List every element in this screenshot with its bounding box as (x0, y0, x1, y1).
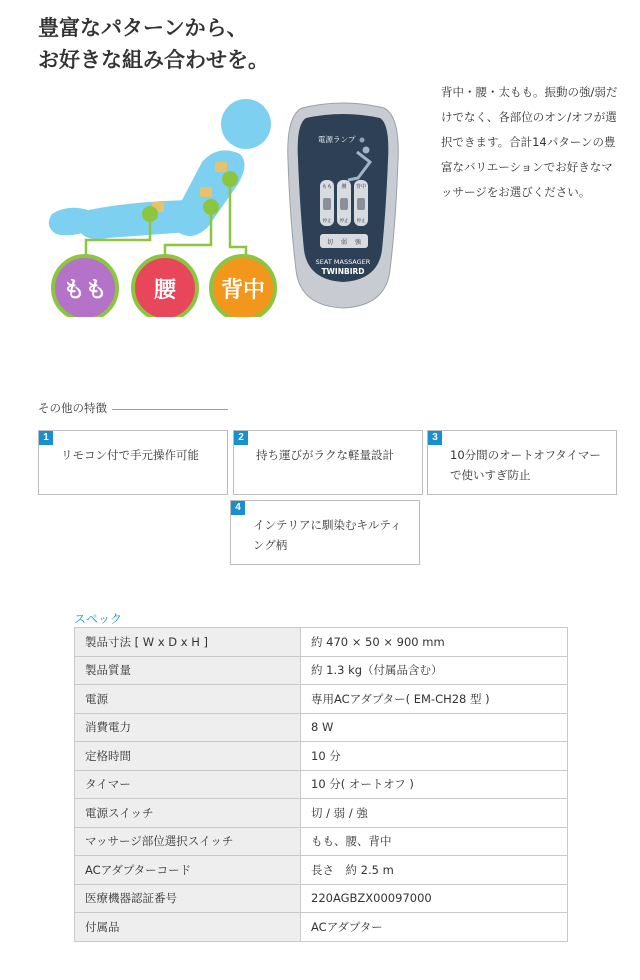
headline-line-2: お好きな組み合わせを。 (38, 47, 269, 72)
spec-value: 専用ACアダプター( EM-CH28 型 ) (301, 685, 568, 714)
remote-power-high: 強 (354, 239, 362, 246)
spec-value: 220AGBZX00097000 (301, 884, 568, 913)
spec-value: 長さ 約 2.5 m (301, 856, 568, 885)
spec-value: 10 分( オートオフ ) (301, 770, 568, 799)
headline-line-1: 豊富なパターンから、 (38, 15, 248, 40)
feature-text: リモコン付で手元操作可能 (61, 448, 199, 462)
head-shape (221, 99, 271, 149)
spec-key: 付属品 (75, 913, 301, 942)
spec-table (74, 627, 568, 942)
spec-value: もも、腰、背中 (301, 827, 568, 856)
spec-key: 製品寸法 [ W x D x H ] (75, 628, 301, 657)
table-row (75, 713, 568, 742)
description-text: 背中・腰・太もも。振動の強/弱だけでなく、各部位のオン/オフが選択できます。合計14パターンの豊富なバリエーションでお好きなマッサージをお選びください。 (441, 85, 618, 199)
remote-power-off: 切 (326, 239, 334, 246)
remote-btn-koshi: 腰 (341, 184, 347, 190)
table-row (75, 799, 568, 828)
spec-key: ACアダプターコード (75, 856, 301, 885)
feature-number: 4 (231, 501, 245, 515)
features-title: その他の特徴 (38, 401, 107, 415)
feature-text: インテリアに馴染むキルティング柄 (253, 518, 402, 552)
feature-card-4 (230, 500, 420, 565)
spec-key: マッサージ部位選択スイッチ (75, 827, 301, 856)
zone-label-koshi: 腰 (153, 278, 177, 303)
table-row (75, 685, 568, 714)
spec-key: 電源 (75, 685, 301, 714)
feature-text: 持ち運びがラクな軽量設計 (256, 448, 394, 462)
massage-zone-illustration (40, 92, 280, 317)
table-row (75, 856, 568, 885)
spec-key: 製品質量 (75, 656, 301, 685)
features-title-divider (112, 409, 228, 410)
table-row (75, 884, 568, 913)
zone-label-senaka: 背中 (220, 278, 266, 303)
feature-number: 1 (39, 431, 53, 445)
remote-btn-momo: もも (321, 184, 333, 190)
spec-key: 消費電力 (75, 713, 301, 742)
spec-value: ACアダプター (301, 913, 568, 942)
feature-text: 10分間のオートオフタイマーで使いすぎ防止 (450, 448, 601, 482)
spec-value: 約 470 × 50 × 900 mm (301, 628, 568, 657)
headline (38, 12, 269, 76)
feature-card-3 (427, 430, 617, 495)
spec-value: 切 / 弱 / 強 (301, 799, 568, 828)
feature-number: 2 (234, 431, 248, 445)
zone-label-momo: もも (62, 278, 108, 303)
spec-value: 約 1.3 kg（付属品含む） (301, 656, 568, 685)
leg-shape (49, 208, 92, 236)
feature-number: 3 (428, 431, 442, 445)
table-row (75, 656, 568, 685)
spec-label: スペック (74, 612, 123, 626)
point-momo (142, 206, 158, 222)
table-row (75, 742, 568, 771)
spec-key: タイマー (75, 770, 301, 799)
remote-off-1: 停止 (322, 219, 332, 224)
remote-control-image (282, 100, 404, 310)
spec-value: 10 分 (301, 742, 568, 771)
spec-key: 医療機器認証番号 (75, 884, 301, 913)
table-row (75, 913, 568, 942)
table-row (75, 628, 568, 657)
remote-brand: TWINBIRD (321, 267, 365, 276)
remote-power-low: 弱 (340, 239, 348, 246)
remote-lamp-label: 電源ランプ (318, 135, 356, 144)
spec-key: 電源スイッチ (75, 799, 301, 828)
spec-key: 定格時間 (75, 742, 301, 771)
remote-btn-senaka: 背中 (355, 184, 367, 190)
point-senaka (222, 171, 238, 187)
spec-value: 8 W (301, 713, 568, 742)
table-row (75, 770, 568, 799)
point-koshi (203, 199, 219, 215)
feature-card-1 (38, 430, 228, 495)
remote-off-2: 停止 (339, 219, 349, 224)
remote-model: SEAT MASSAGER (315, 258, 371, 266)
feature-card-2 (233, 430, 423, 495)
remote-off-3: 停止 (356, 219, 366, 224)
table-row (75, 827, 568, 856)
